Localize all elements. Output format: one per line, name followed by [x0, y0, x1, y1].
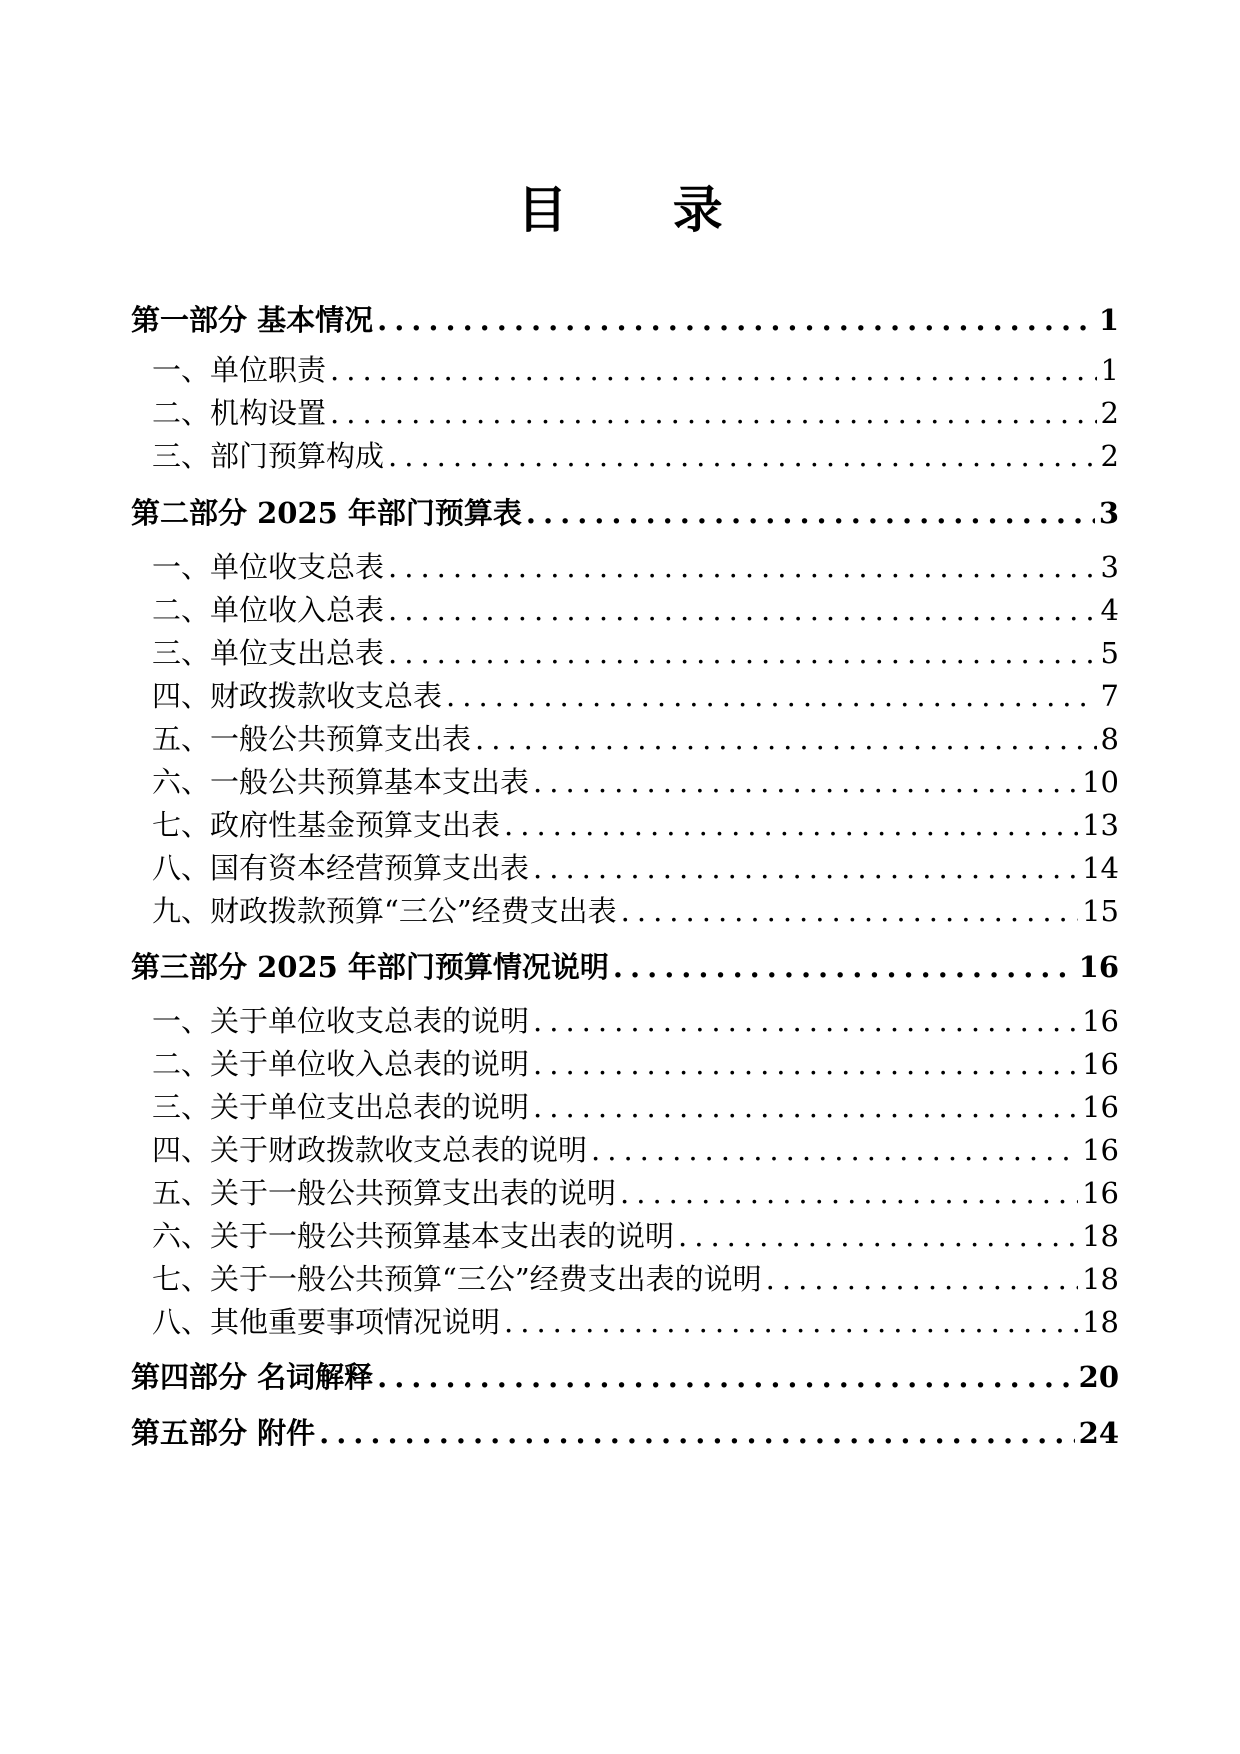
toc-page-number: 15: [1082, 894, 1119, 928]
toc-section-2-1[interactable]: [131, 547, 1119, 587]
toc-leader-dots: [475, 719, 1097, 759]
toc-part-4[interactable]: [131, 1357, 1119, 1397]
toc-label: 三、单位支出总表: [152, 636, 385, 670]
toc-page-number: 16: [1082, 1047, 1119, 1081]
toc-section-3-7[interactable]: [131, 1259, 1119, 1299]
toc-leader-dots: [388, 436, 1097, 476]
toc-page-number: 16: [1082, 1004, 1119, 1038]
toc-section-2-4[interactable]: [131, 676, 1119, 716]
toc-label: 第三部分 2025 年部门预算情况说明: [131, 950, 609, 984]
toc-section-3-6[interactable]: [131, 1216, 1119, 1256]
toc-page-number: 18: [1082, 1262, 1119, 1296]
toc-page-number: 3: [1098, 496, 1119, 530]
toc-leader-dots: [533, 1087, 1078, 1127]
toc-leader-dots: [620, 1173, 1078, 1213]
toc-label: 八、国有资本经营预算支出表: [152, 851, 530, 885]
toc-label: 六、关于一般公共预算基本支出表的说明: [152, 1219, 675, 1253]
toc-label: 第二部分 2025 年部门预算表: [131, 496, 522, 530]
toc-leader-dots: [388, 547, 1097, 587]
toc-label: 第五部分 附件: [131, 1416, 316, 1450]
toc-page-number: 16: [1082, 1133, 1119, 1167]
toc-section-3-2[interactable]: [131, 1044, 1119, 1084]
toc-page-number: 10: [1082, 765, 1119, 799]
toc-leader-dots: [766, 1259, 1078, 1299]
toc-page-number: 1: [1098, 303, 1119, 337]
toc-label: 二、单位收入总表: [152, 593, 385, 627]
toc-page-number: 18: [1082, 1219, 1119, 1253]
toc-label: 八、其他重要事项情况说明: [152, 1305, 501, 1339]
toc-page-number: 24: [1078, 1416, 1119, 1450]
toc-page-number: 7: [1100, 679, 1119, 713]
toc-page-number: 2: [1100, 439, 1119, 473]
toc-label: 第四部分 名词解释: [131, 1360, 374, 1394]
toc-label: 一、关于单位收支总表的说明: [152, 1004, 530, 1038]
toc-page-number: 2: [1100, 396, 1119, 430]
toc-label: 四、关于财政拨款收支总表的说明: [152, 1133, 588, 1167]
toc-label: 二、关于单位收入总表的说明: [152, 1047, 530, 1081]
page-title: 目 录: [517, 180, 767, 239]
toc-leader-dots: [533, 1001, 1078, 1041]
toc-page-number: 14: [1082, 851, 1119, 885]
toc-label: 六、一般公共预算基本支出表: [152, 765, 530, 799]
toc-part-3[interactable]: [131, 947, 1119, 987]
toc-label: 三、部门预算构成: [152, 439, 385, 473]
toc-page-number: 8: [1100, 722, 1119, 756]
toc-page-number: 16: [1078, 950, 1119, 984]
toc-page-number: 3: [1100, 550, 1119, 584]
toc-page-number: 18: [1082, 1305, 1119, 1339]
toc-section-2-5[interactable]: [131, 719, 1119, 759]
toc-part-5[interactable]: [131, 1413, 1119, 1453]
toc-label: 一、单位职责: [152, 353, 327, 387]
toc-leader-dots: [388, 633, 1097, 673]
toc-leader-dots: [533, 1044, 1078, 1084]
toc-page-number: 1: [1100, 353, 1119, 387]
toc-section-2-8[interactable]: [131, 848, 1119, 888]
toc-leader-dots: [504, 805, 1078, 845]
toc-section-1-2[interactable]: [131, 393, 1119, 433]
toc-leader-dots: [330, 350, 1097, 390]
toc-section-2-7[interactable]: [131, 805, 1119, 845]
toc-label: 四、财政拨款收支总表: [152, 679, 443, 713]
toc-label: 九、财政拨款预算“三公”经费支出表: [152, 894, 617, 928]
toc-leader-dots: [678, 1216, 1078, 1256]
toc-part-2[interactable]: [131, 493, 1119, 533]
toc-section-3-8[interactable]: [131, 1302, 1119, 1342]
toc-leader-dots: [591, 1130, 1078, 1170]
toc-leader-dots: [446, 676, 1097, 716]
toc-leader-dots: [319, 1413, 1075, 1453]
toc-part-1[interactable]: [131, 300, 1119, 340]
toc-leader-dots: [526, 493, 1095, 533]
toc-leader-dots: [377, 1357, 1075, 1397]
toc-leader-dots: [613, 947, 1075, 987]
toc-leader-dots: [533, 848, 1078, 888]
toc-section-2-3[interactable]: [131, 633, 1119, 673]
toc-page-number: 20: [1078, 1360, 1119, 1394]
toc-leader-dots: [504, 1302, 1078, 1342]
toc-page-number: 4: [1100, 593, 1119, 627]
toc-page-number: 16: [1082, 1176, 1119, 1210]
toc-section-1-3[interactable]: [131, 436, 1119, 476]
toc-leader-dots: [621, 891, 1078, 931]
toc-label: 二、机构设置: [152, 396, 327, 430]
toc-leader-dots: [377, 300, 1095, 340]
toc-section-3-3[interactable]: [131, 1087, 1119, 1127]
toc-section-2-6[interactable]: [131, 762, 1119, 802]
toc-page-number: 5: [1100, 636, 1119, 670]
toc-section-1-1[interactable]: [131, 350, 1119, 390]
toc-section-3-5[interactable]: [131, 1173, 1119, 1213]
toc-section-3-4[interactable]: [131, 1130, 1119, 1170]
toc-leader-dots: [533, 762, 1078, 802]
toc-label: 七、政府性基金预算支出表: [152, 808, 501, 842]
toc-label: 第一部分 基本情况: [131, 303, 374, 337]
toc-label: 五、一般公共预算支出表: [152, 722, 472, 756]
toc-label: 三、关于单位支出总表的说明: [152, 1090, 530, 1124]
toc-section-2-9[interactable]: [131, 891, 1119, 931]
toc-section-2-2[interactable]: [131, 590, 1119, 630]
toc-section-3-1[interactable]: [131, 1001, 1119, 1041]
toc-leader-dots: [388, 590, 1097, 630]
toc-label: 一、单位收支总表: [152, 550, 385, 584]
toc-label: 七、关于一般公共预算“三公”经费支出表的说明: [152, 1262, 762, 1296]
toc-page-number: 13: [1082, 808, 1119, 842]
toc-label: 五、关于一般公共预算支出表的说明: [152, 1176, 617, 1210]
toc-page-number: 16: [1082, 1090, 1119, 1124]
toc-leader-dots: [330, 393, 1097, 433]
